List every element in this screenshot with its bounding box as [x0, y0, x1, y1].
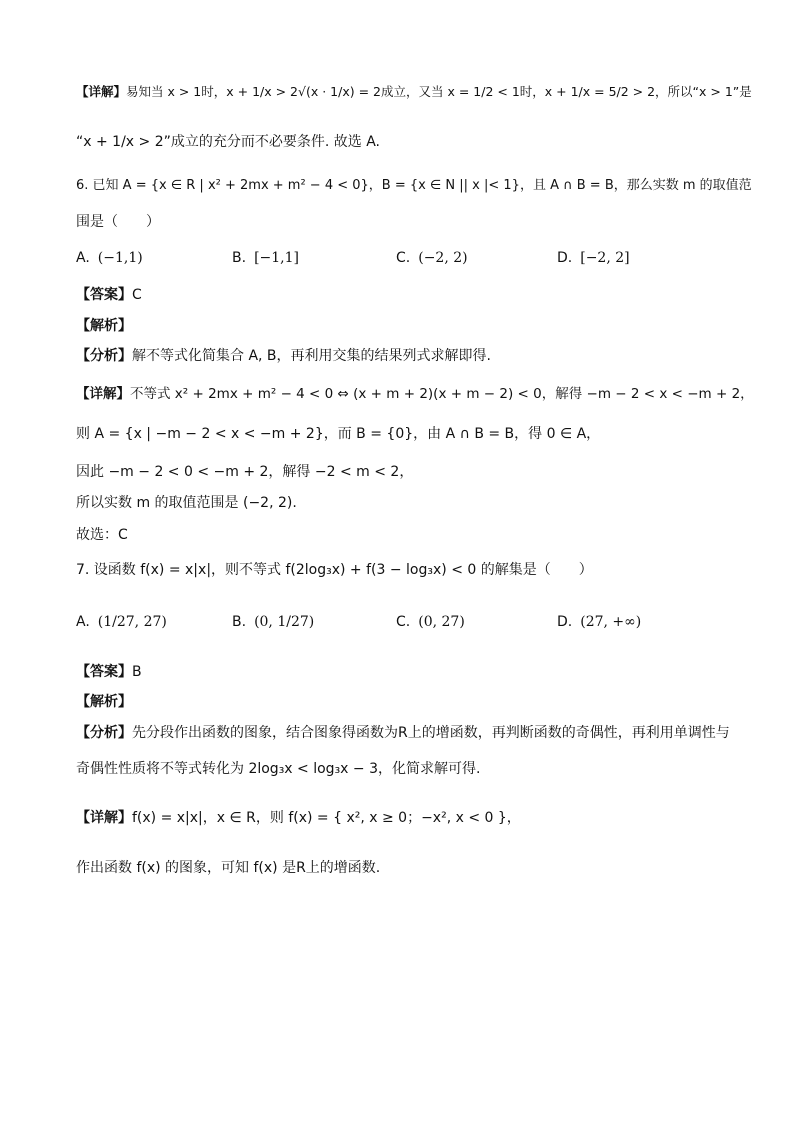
q5-detail-line1 [76, 82, 752, 102]
q6-detail-tag: 【详解】 [76, 386, 130, 402]
q7-option-c-label: C. [396, 614, 411, 630]
q6-option-d-label: D. [557, 250, 573, 266]
q7-option-d-text: (27, +∞) [580, 614, 642, 630]
q7-detail-line2: 作出函数 f(x) 的图象，可知 f(x) 是R上的增函数. [76, 860, 381, 876]
q7-fenxi-line1 [76, 723, 734, 743]
q6-option-c-text: (−2, 2) [418, 250, 468, 266]
q6-option-d [557, 248, 630, 268]
q7-option-a-text: (1/27, 27) [97, 614, 167, 630]
q6-option-a-label: A. [76, 250, 90, 266]
q7-option-a-label: A. [76, 614, 90, 630]
q6-answer [76, 285, 734, 305]
q6-option-b [232, 248, 299, 268]
q7-fenxi-line2: 奇偶性性质将不等式转化为 2log₃x < log₃x − 3，化简求解可得. [76, 761, 481, 777]
q6-answer-tag: 【答案】 [76, 287, 132, 303]
q7-answer [76, 662, 734, 682]
q6-fenxi-text: 解不等式化简集合 A, B，再利用交集的结果列式求解即得. [132, 348, 491, 364]
q7-stem: 7. 设函数 f(x) = x|x|，则不等式 f(2log₃x) + f(3 − log₃x) < 0 的解集是（ ） [76, 562, 593, 578]
q5-detail-line2: “x + 1/x > 2”成立的充分而不必要条件. 故选 A. [76, 134, 381, 150]
q7-fenxi-text1: 先分段作出函数的图象，结合图象得函数为R上的增函数，再判断函数的奇偶性，再利用单调性与 [132, 725, 730, 741]
q6-option-b-label: B. [232, 250, 247, 266]
q6-answer-value: C [132, 287, 142, 303]
q6-analysis-title: 【解析】 [76, 318, 132, 334]
q7-analysis-title: 【解析】 [76, 694, 132, 710]
q6-option-a-text: (−1,1) [97, 250, 143, 266]
q7-option-b-text: (0, 1/27) [254, 614, 315, 630]
q7-option-b-label: B. [232, 614, 247, 630]
q6-option-d-text: [−2, 2] [580, 250, 630, 266]
q6-detail-text1: 不等式 x² + 2mx + m² − 4 < 0 ⇔ (x + m + 2)(x + m − 2) < 0，解得 −m − 2 < x < −m + 2， [130, 386, 754, 402]
q7-detail-tag: 【详解】 [76, 810, 132, 826]
q7-answer-tag: 【答案】 [76, 664, 132, 680]
q7-option-b [232, 612, 314, 632]
q6-stem-line2: 围是（ ） [76, 214, 160, 230]
q7-answer-value: B [132, 664, 142, 680]
q6-stem-line1: 6. 已知 A = {x ∈ R | x² + 2mx + m² − 4 < 0}，B = {x ∈ N || x |< 1}，且 A ∩ B = B，那么实数 m 的取值范 [76, 178, 752, 193]
q5-detail-text1: 易知当 x > 1时，x + 1/x > 2√(x · 1/x) = 2成立，又当 x = 1/2 < 1时，x + 1/x = 5/2 > 2，所以“x > 1”是 [126, 84, 752, 99]
q6-conclusion: 故选：C [76, 527, 128, 543]
q6-detail-line3: 因此 −m − 2 < 0 < −m + 2，解得 −2 < m < 2， [76, 464, 414, 480]
q6-option-a [76, 248, 143, 268]
q7-option-c [396, 612, 465, 632]
q6-detail-line1 [76, 384, 754, 404]
q7-fenxi-tag: 【分析】 [76, 725, 132, 741]
q7-option-c-text: (0, 27) [418, 614, 465, 630]
q7-option-d-label: D. [557, 614, 573, 630]
q6-fenxi [76, 346, 734, 366]
q6-option-b-text: [−1,1] [254, 250, 299, 266]
q7-detail-text1: f(x) = x|x|，x ∈ R，则 f(x) = { x², x ≥ 0；−x², x < 0 }， [132, 810, 521, 826]
q7-option-a [76, 612, 167, 632]
q6-option-c [396, 248, 468, 268]
q6-option-c-label: C. [396, 250, 411, 266]
q6-detail-line4: 所以实数 m 的取值范围是 (−2, 2). [76, 495, 297, 511]
q7-option-d [557, 612, 641, 632]
q6-detail-line2: 则 A = {x | −m − 2 < x < −m + 2}，而 B = {0}，由 A ∩ B = B，得 0 ∈ A， [76, 426, 601, 442]
q7-detail-line1 [76, 808, 734, 828]
q5-detail-tag: 【详解】 [76, 84, 127, 99]
q6-fenxi-tag: 【分析】 [76, 348, 132, 364]
